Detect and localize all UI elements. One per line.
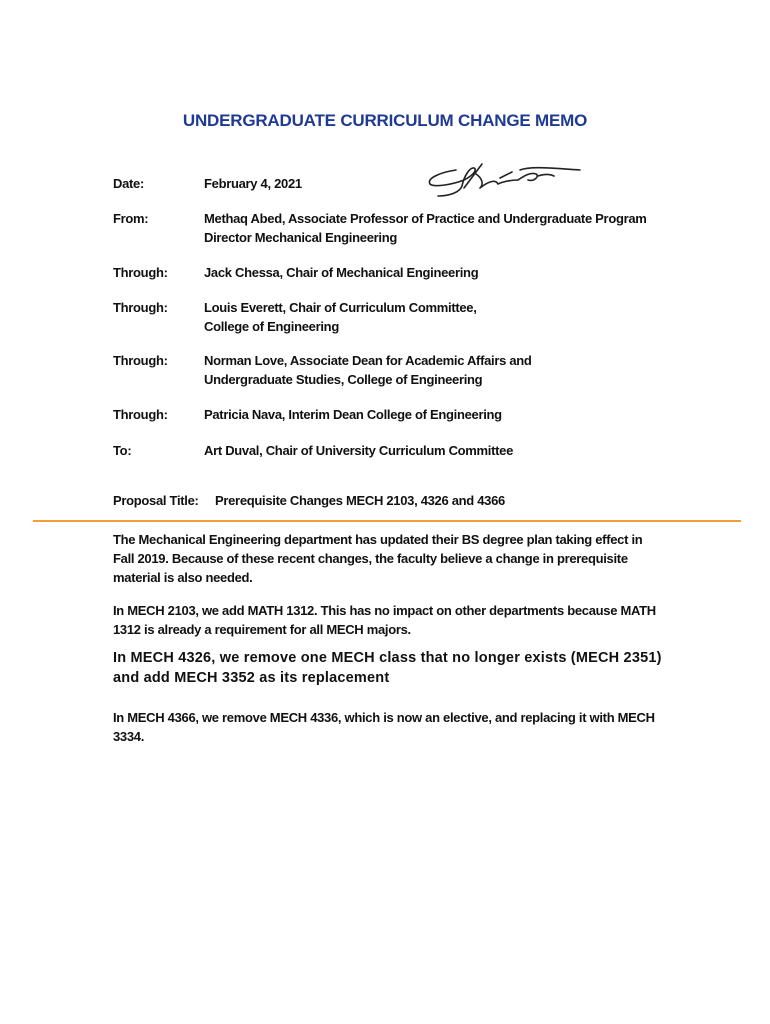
through-label: Through: — [113, 407, 168, 422]
through-value-line: College of Engineering — [204, 319, 339, 334]
from-label: From: — [113, 211, 149, 226]
paragraph-line: and add MECH 3352 as its replacement — [113, 670, 390, 686]
from-value-line: Methaq Abed, Associate Professor of Practice and Undergraduate Program — [204, 211, 647, 226]
through-value-line: Undergraduate Studies, College of Engineering — [204, 372, 483, 387]
from-value-line: Director Mechanical Engineering — [204, 230, 397, 245]
through-value-line: Norman Love, Associate Dean for Academic Affairs and — [204, 353, 532, 368]
proposal-label: Proposal Title: — [113, 493, 199, 508]
through-value — [204, 298, 674, 336]
paragraph-line: In MECH 4366, we remove MECH 4336, which is now an elective, and replacing it with MECH — [113, 710, 655, 725]
date-label: Date: — [113, 176, 145, 191]
to-value — [204, 441, 674, 460]
paragraph-3 — [113, 648, 713, 688]
through-label: Through: — [113, 353, 168, 368]
paragraph-line: In MECH 2103, we add MATH 1312. This has no impact on other departments because MATH — [113, 603, 656, 618]
paragraph-line: Fall 2019. Because of these recent changes, the faculty believe a change in prerequisite — [113, 551, 628, 566]
paragraph-line: The Mechanical Engineering department has updated their BS degree plan taking effect in — [113, 532, 643, 547]
to-value-line: Art Duval, Chair of University Curriculum Committee — [204, 443, 514, 458]
to-label: To: — [113, 443, 132, 458]
proposal-value: Prerequisite Changes MECH 2103, 4326 and 4366 — [215, 493, 505, 508]
through-value-line: Louis Everett, Chair of Curriculum Committee, — [204, 300, 477, 315]
paragraph-4 — [113, 708, 673, 746]
paragraph-1 — [113, 530, 673, 587]
proposal-title — [113, 493, 505, 508]
divider — [33, 520, 741, 522]
through-value-line: Jack Chessa, Chair of Mechanical Engineering — [204, 265, 479, 280]
through-value — [204, 405, 674, 424]
through-label: Through: — [113, 265, 168, 280]
memo-title: UNDERGRADUATE CURRICULUM CHANGE MEMO — [182, 111, 588, 130]
paragraph-line: In MECH 4326, we remove one MECH class that no longer exists (MECH 2351) — [113, 650, 662, 666]
through-label: Through: — [113, 300, 168, 315]
paragraph-line: material is also needed. — [113, 570, 253, 585]
date-value-line: February 4, 2021 — [204, 176, 302, 191]
paragraph-line: 3334. — [113, 729, 145, 744]
signature-image — [420, 158, 585, 200]
from-value — [204, 209, 674, 247]
through-value — [204, 263, 674, 282]
paragraph-line: 1312 is already a requirement for all MECH majors. — [113, 622, 411, 637]
paragraph-2 — [113, 601, 673, 639]
through-value-line: Patricia Nava, Interim Dean College of Engineering — [204, 407, 502, 422]
through-value — [204, 351, 674, 389]
